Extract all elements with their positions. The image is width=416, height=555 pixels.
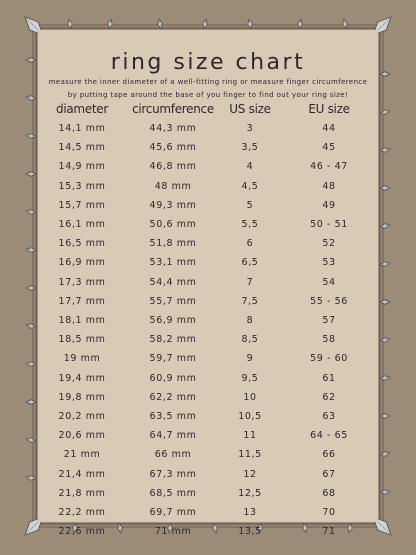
diameter-cell: 21,8 mm [58,487,106,499]
table-row [38,277,378,295]
us-size-cell: 4 [246,161,254,173]
table-row [38,392,378,410]
circumference-cell: 66 mm [154,449,192,461]
circumference-cell: 49,3 mm [149,199,197,211]
eu-size-cell: 53 [322,257,336,269]
eu-size-cell: 44 [322,123,336,134]
crystal-gem-icon [380,450,391,457]
table-row [38,181,378,199]
crystal-gem-icon [26,436,37,443]
diameter-cell: 16,9 mm [58,257,106,269]
instructions-line-1: measure the inner diameter of a well-fitting ring or measure finger circumference [48,78,368,86]
diameter-cell: 19,4 mm [58,372,106,384]
eu-size-cell: 50 - 51 [310,219,348,230]
table-row [38,334,378,352]
us-size-cell: 3 [246,123,254,134]
us-size-cell: 13 [243,507,257,518]
table-row [38,469,378,487]
us-size-cell: 7,5 [241,295,259,307]
us-size-cell: 5,5 [241,219,259,230]
crystal-gem-icon [380,222,391,229]
header-us-size: US size [229,102,271,116]
us-size-cell: 6,5 [241,257,259,269]
crystal-gem-icon [26,208,37,215]
circumference-cell: 54,4 mm [149,276,197,288]
us-size-cell: 9,5 [241,372,259,384]
us-size-cell: 10 [243,391,257,403]
circumference-cell: 51,8 mm [149,238,197,250]
table-row [38,123,378,141]
table-row [38,507,378,525]
us-size-cell: 13,5 [238,526,262,538]
circumference-cell: 68,5 mm [149,487,197,499]
us-size-cell: 12,5 [238,487,262,499]
crystal-gem-icon [380,72,390,77]
diameter-cell: 18,5 mm [58,334,106,346]
eu-size-cell: 45 [322,142,336,154]
circumference-cell: 58,2 mm [149,334,197,346]
crystal-gem-icon [26,475,37,481]
circumference-cell: 53,1 mm [149,257,197,269]
eu-size-cell: 62 [322,391,336,403]
table-row [38,200,378,218]
eu-size-cell: 54 [322,276,336,288]
table-row [38,296,378,314]
diameter-cell: 19,8 mm [58,391,106,403]
eu-size-cell: 70 [322,507,336,518]
eu-size-cell: 52 [322,238,336,250]
instructions [44,76,372,102]
diameter-cell: 15,3 mm [58,180,106,192]
us-size-cell: 12 [243,468,257,480]
table-row [38,219,378,237]
crystal-gem-icon [26,286,36,291]
diameter-cell: 20,2 mm [58,411,106,422]
crystal-gem-icon [380,336,391,343]
header-circumference: circumference [132,102,214,116]
crystal-gem-icon [380,489,391,495]
eu-size-cell: 55 - 56 [310,295,348,307]
eu-size-cell: 58 [322,334,336,346]
crystal-gem-icon [26,94,37,101]
eu-size-cell: 64 - 65 [310,430,348,442]
circumference-cell: 60,9 mm [149,372,197,384]
diameter-cell: 21,4 mm [58,468,106,480]
table-row [38,142,378,160]
diameter-cell: 22,6 mm [58,526,106,538]
us-size-cell: 11 [243,430,257,442]
diameter-cell: 20,6 mm [58,430,106,442]
eu-size-cell: 59 - 60 [310,353,348,365]
circumference-cell: 63,5 mm [149,411,197,422]
instructions-line-2: by putting tape around the base of you finger to find out your ring size! [67,91,349,99]
crystal-gem-icon [380,108,391,115]
circumference-cell: 56,9 mm [149,315,197,326]
crystal-gem-icon [380,147,391,153]
crystal-gem-icon [26,247,37,253]
header-eu-size: EU size [308,102,350,116]
crystal-gem-icon [26,172,36,177]
table-row [38,161,378,179]
table-row [38,411,378,429]
table-row [38,257,378,275]
us-size-cell: 7 [246,276,254,288]
circumference-cell: 71 mm [154,526,192,538]
crystal-gem-icon [380,300,390,305]
circumference-cell: 48 mm [154,180,192,192]
circumference-cell: 50,6 mm [149,219,197,230]
diameter-cell: 15,7 mm [58,199,106,211]
eu-size-cell: 48 [322,180,336,192]
us-size-cell: 11,5 [238,449,262,461]
circumference-cell: 62,2 mm [149,391,197,403]
us-size-cell: 6 [246,238,254,250]
diameter-cell: 16,1 mm [58,219,106,230]
eu-size-cell: 61 [322,372,336,384]
crystal-gem-icon [26,133,37,139]
crystal-gem-icon [26,58,36,63]
circumference-cell: 64,7 mm [149,430,197,442]
us-size-cell: 8 [246,315,254,326]
eu-size-cell: 71 [322,526,336,538]
table-row [38,526,378,544]
diameter-cell: 14,9 mm [58,161,106,173]
crystal-gem-icon [26,361,37,367]
eu-size-cell: 49 [322,199,336,211]
us-size-cell: 10,5 [238,411,262,422]
crystal-gem-icon [380,414,390,419]
circumference-cell: 46,8 mm [149,161,197,173]
eu-size-cell: 46 - 47 [310,161,348,173]
table-row [38,449,378,467]
circumference-cell: 55,7 mm [149,295,197,307]
crystal-gem-icon [26,322,37,329]
crystal-gem-icon [380,375,391,381]
eu-size-cell: 67 [322,468,336,480]
eu-size-cell: 68 [322,487,336,499]
circumference-cell: 44,3 mm [149,123,197,134]
crystal-gem-icon [380,261,391,267]
diameter-cell: 17,3 mm [58,276,106,288]
diameter-cell: 14,1 mm [58,123,106,134]
page-title: ring size chart [110,50,306,75]
table-row [38,238,378,256]
circumference-cell: 59,7 mm [149,353,197,365]
circumference-cell: 45,6 mm [149,142,197,154]
us-size-cell: 8,5 [241,334,259,346]
diameter-cell: 16,5 mm [58,238,106,250]
table-row [38,373,378,391]
diameter-cell: 14,5 mm [58,142,106,154]
circumference-cell: 69,7 mm [149,507,197,518]
circumference-cell: 67,3 mm [149,468,197,480]
diameter-cell: 17,7 mm [58,295,106,307]
us-size-cell: 4,5 [241,180,259,192]
diameter-cell: 18,1 mm [58,315,106,326]
us-size-cell: 9 [246,353,254,365]
crystal-gem-icon [26,400,36,405]
diameter-cell: 21 mm [63,449,101,461]
eu-size-cell: 57 [322,315,336,326]
us-size-cell: 3,5 [241,142,259,154]
table-row [38,315,378,333]
header-diameter: diameter [56,102,108,116]
eu-size-cell: 63 [322,411,336,422]
table-row [38,353,378,371]
table-row [38,430,378,448]
table-row [38,488,378,506]
eu-size-cell: 66 [322,449,336,461]
crystal-gem-icon [380,186,390,191]
diameter-cell: 22,2 mm [58,507,106,518]
us-size-cell: 5 [246,199,254,211]
diameter-cell: 19 mm [63,353,101,365]
chart-card [38,30,378,538]
table-header [38,102,378,120]
